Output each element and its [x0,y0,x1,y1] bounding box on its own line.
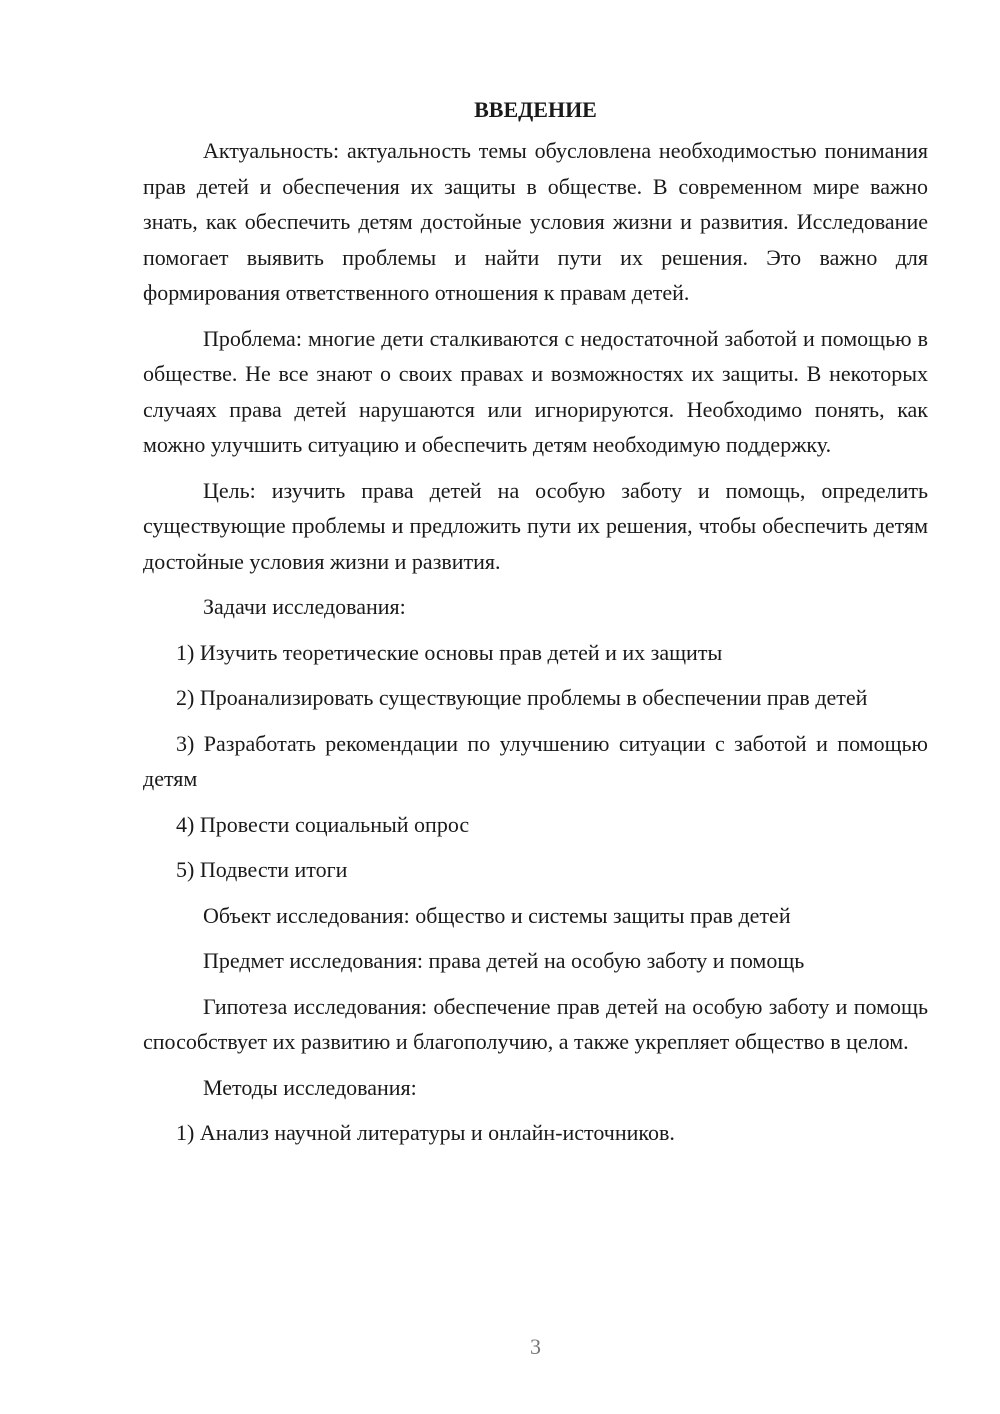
task-item-3: 3) Разработать рекомендации по улучшению ситуации с заботой и помощью детям [143,730,928,791]
task-item-1: 1) Изучить теоретические основы прав детей и их защиты [176,639,723,665]
problem-paragraph: Проблема: многие дети сталкиваются с недостаточной заботой и помощью в обществе. Не все знают о своих правах и возможностях их защиты. В некоторых случаях права детей нарушаются или игнорируются. Необходимо понять, как можно улучшить ситуацию и обеспечить детям необходимую поддержку. [143,325,928,457]
goal-paragraph: Цель: изучить права детей на особую заботу и помощь, определить существующие проблемы и предложить пути их решения, чтобы обеспечить детям достойные условия жизни и развития. [143,477,928,574]
hypothesis-paragraph: Гипотеза исследования: обеспечение прав детей на особую заботу и помощь способствует их развитию и благополучию, а также укрепляет общество в целом. [143,993,928,1054]
method-item-1: 1) Анализ научной литературы и онлайн-источников. [176,1120,675,1145]
methods-heading: Методы исследования: [203,1074,417,1100]
task-item-2: 2) Проанализировать существующие проблемы в обеспечении прав детей [176,685,868,710]
task-item-4: 4) Провести социальный опрос [176,811,470,837]
object-paragraph: Объект исследования: общество и системы защиты прав детей [203,902,791,928]
page-number: 3 [530,1334,541,1359]
page-content [143,92,928,1151]
tasks-heading: Задачи исследования: [203,594,406,619]
page-title: ВВЕДЕНИЕ [474,97,597,122]
relevance-paragraph: Актуальность: актуальность темы обусловлена необходимостью понимания прав детей и обеспечения их защиты в обществе. В современном мире важно знать, как обеспечить детям достойные условия жизни и развития. Исследование помогает выявить проблемы и найти пути их решения. Это важно для формирования ответственного отношения к правам детей. [143,138,928,305]
subject-paragraph: Предмет исследования: права детей на особую заботу и помощь [203,948,805,973]
task-item-5: 5) Подвести итоги [176,857,348,882]
